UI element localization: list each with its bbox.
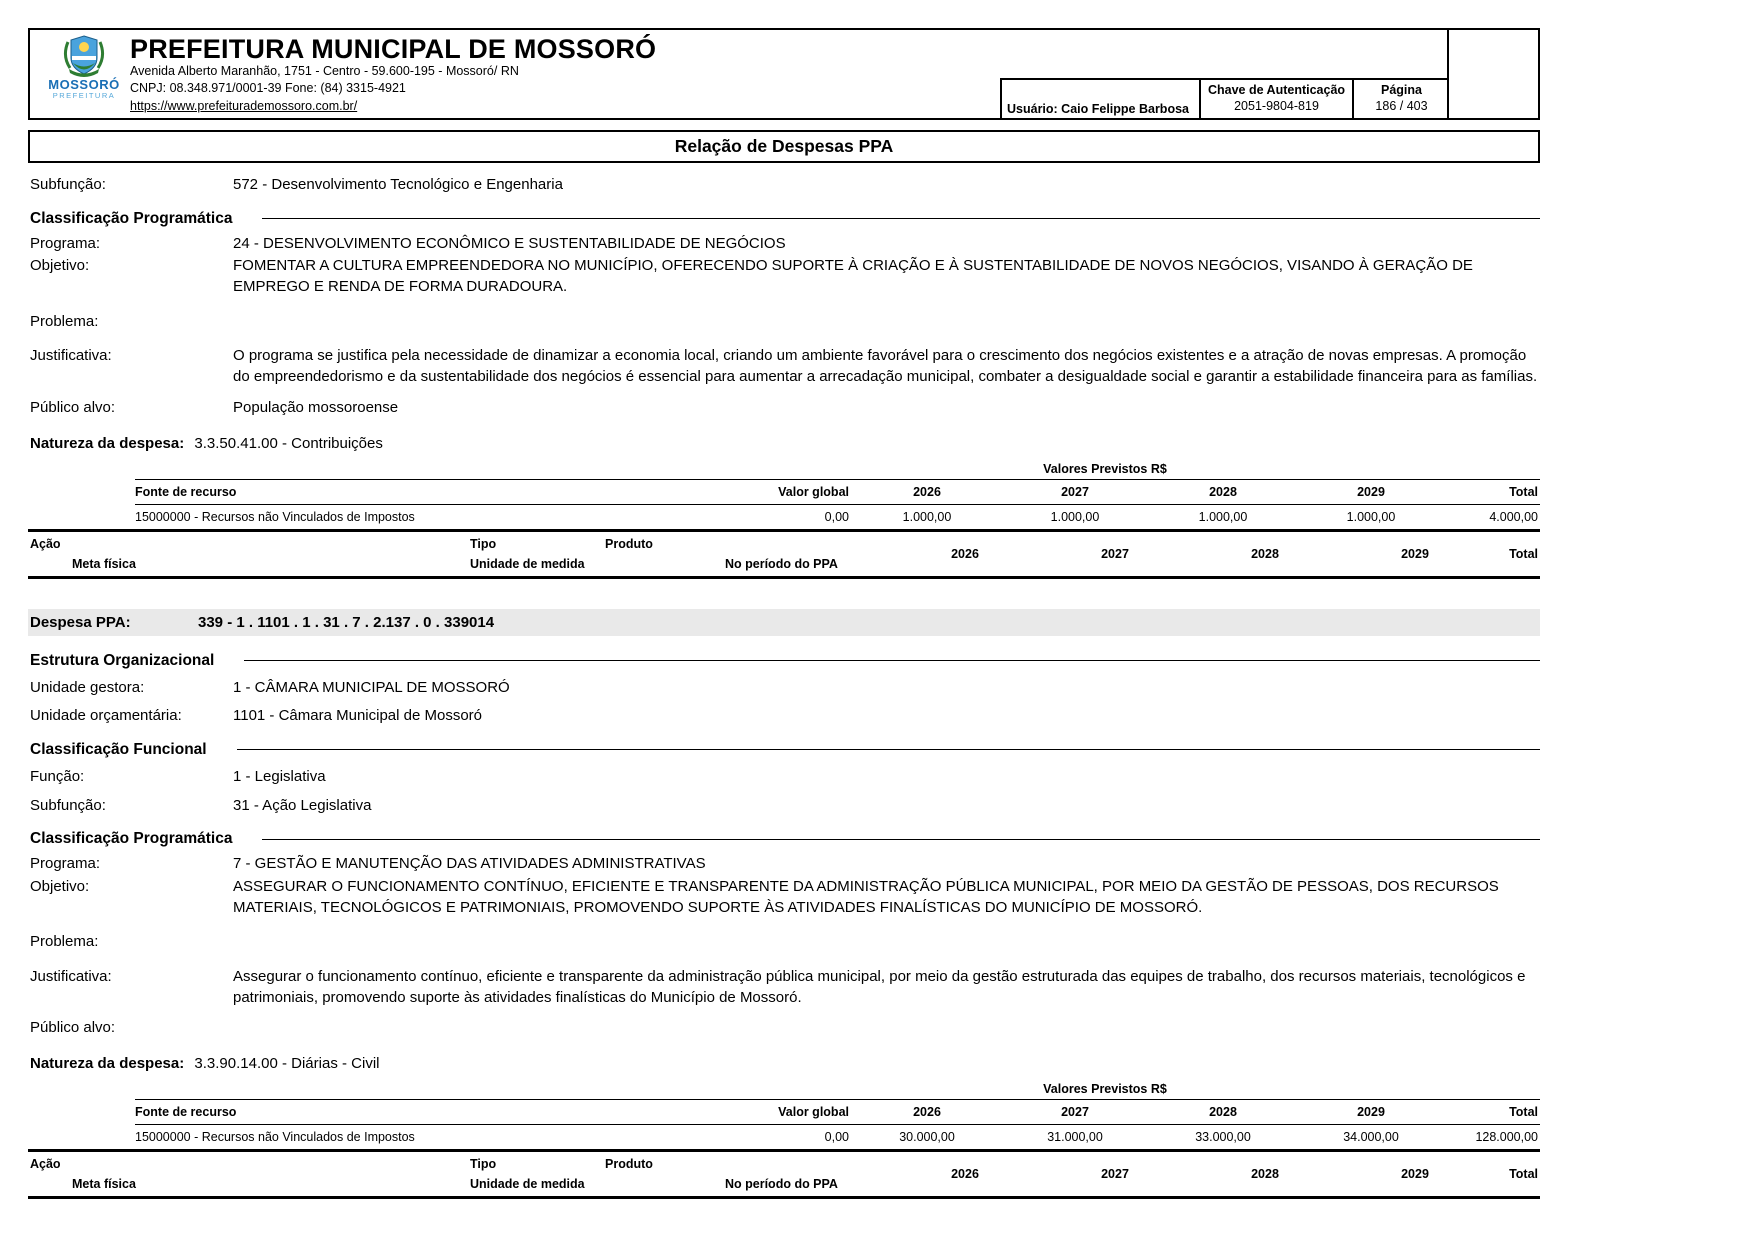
field-value: O programa se justifica pela necessidade de dinamizar a economia local, criando um ambiente favorável para o crescimento dos negócios existentes e a atração de novas empresas. A promoção do empreendedorismo e da sustentabilidade dos negócios é essencial para aumentar a arrecadação municipal, combater a desigualdade social e garantir a estabilidade financeira para as famílias. [233,347,1538,386]
section-heading-estrutura-organizacional [28,652,1540,670]
despesa-ppa-code: 339 - 1 . 1101 . 1 . 31 . 7 . 2.137 . 0 . 339014 [198,613,495,631]
field-value: 1101 - Câmara Municipal de Mossoró [233,707,483,725]
acao-year-header: 2027 [1101,1167,1129,1182]
cell-2028: 1.000,00 [1198,509,1248,524]
table-row [135,505,1540,529]
field-funcao [28,767,1540,788]
col-valor-global-header: Valor global [778,1105,849,1120]
field-label: Justificativa: [30,347,112,365]
tipo-label: Tipo [470,536,497,551]
field-label: Público alvo: [30,1019,116,1037]
cell-valor-global: 0,00 [824,509,849,524]
section-heading-text: Classificação Programática [30,830,233,848]
logo-city-name: MOSSORÓ [48,77,120,92]
cell-2027: 31.000,00 [1047,1130,1103,1145]
no-periodo-label: No período do PPA [725,1177,838,1192]
page-cell [1352,80,1449,118]
despesa-ppa-bar [28,609,1540,636]
natureza-despesa-2 [28,1055,1540,1072]
field-label: Objetivo: [30,257,90,275]
auth-key-label: Chave de Autenticação [1207,83,1346,97]
acao-header-block-2 [28,1149,1540,1199]
col-year-header: 2026 [913,1105,941,1120]
cell-total: 4.000,00 [1489,509,1538,524]
col-valor-global-header: Valor global [778,484,849,499]
field-objetivo-2 [28,877,1540,918]
field-justificativa-2 [28,967,1540,1008]
section-heading-text: Classificação Funcional [30,740,207,758]
acao-year-header: 2027 [1101,546,1129,561]
col-total-header: Total [1509,484,1538,499]
fonte-recurso-table-2 [135,1099,1540,1149]
field-label: Problema: [30,933,99,951]
acao-year-header: 2029 [1401,546,1429,561]
table-header-row [135,1100,1540,1125]
cell-2029: 34.000,00 [1343,1130,1399,1145]
section-heading-classificacao-programatica [28,210,1540,228]
tipo-label: Tipo [470,1157,497,1172]
table-header-row [135,480,1540,505]
cell-2029: 1.000,00 [1346,509,1396,524]
natureza-label: Natureza da despesa: [30,1055,185,1073]
acao-header-block-1 [28,529,1540,579]
field-value: ASSEGURAR O FUNCIONAMENTO CONTÍNUO, EFICIENTE E TRANSPARENTE DA ADMINISTRAÇÃO PÚBLICA MUNICIPAL, POR MEIO DA GESTÃO DE PESSOAS, DOS RECURSOS MATERIAIS, TECNOLÓGICOS E PATRIMONIAIS, PROMOVENDO SUPORTE ÀS ATIVIDADES FINALÍSTICAS DO MUNICÍPIO DE MOSSORÓ. [233,877,1499,916]
field-objetivo [28,256,1540,297]
table-row [135,1125,1540,1149]
field-value: FOMENTAR A CULTURA EMPREENDEDORA NO MUNICÍPIO, OFERECENDO SUPORTE À CRIAÇÃO E À SUSTENTABILIDADE DE NOVOS NEGÓCIOS, VISANDO À GERAÇÃO DE EMPREGO E RENDA DE FORMA DURADOURA. [233,257,1473,296]
section-rule [262,839,1540,840]
col-year-header: 2026 [913,484,941,499]
field-label: Subfunção: [30,176,106,193]
field-value: 24 - DESENVOLVIMENTO ECONÔMICO E SUSTENTABILIDADE DE NEGÓCIOS [233,234,786,252]
field-unidade-orcamentaria [28,706,1540,727]
despesa-ppa-label: Despesa PPA: [30,613,131,631]
field-value: 572 - Desenvolvimento Tecnológico e Engenharia [233,176,563,193]
acao-label: Ação [30,536,61,551]
acao-year-header: 2026 [951,546,979,561]
section-heading-text: Estrutura Organizacional [30,651,215,669]
header-org-info [130,35,656,115]
section-heading-classificacao-programatica-2 [28,830,1540,848]
field-label: Objetivo: [30,877,90,895]
cell-valor-global: 0,00 [824,1130,849,1145]
auth-key-value: 2051-9804-819 [1234,99,1319,114]
meta-fisica-label: Meta física [72,556,136,571]
org-cnpj-phone: CNPJ: 08.348.971/0001-39 Fone: (84) 3315-4921 [130,81,406,96]
field-label: Subfunção: [30,796,106,814]
natureza-value: 3.3.50.41.00 - Contribuições [194,434,383,452]
page-label: Página [1381,83,1422,97]
field-label: Problema: [30,312,99,330]
produto-label: Produto [605,1157,653,1172]
acao-label: Ação [30,1157,61,1172]
auth-key-cell [1199,80,1352,118]
natureza-label: Natureza da despesa: [30,434,185,452]
field-justificativa [28,346,1540,387]
field-label: Função: [30,767,85,785]
valores-previstos-label: Valores Previstos R$ [1043,1082,1167,1097]
col-year-header: 2028 [1209,1105,1237,1120]
meta-fisica-label: Meta física [72,1177,136,1192]
field-problema-2 [28,932,1540,953]
field-label: Público alvo: [30,398,116,416]
cell-2026: 30.000,00 [899,1130,955,1145]
field-label: Programa: [30,234,101,252]
org-name: PREFEITURA MUNICIPAL DE MOSSORÓ [130,34,657,64]
field-value: 7 - GESTÃO E MANUTENÇÃO DAS ATIVIDADES ADMINISTRATIVAS [233,855,706,873]
col-fonte-header: Fonte de recurso [135,484,237,499]
field-value: 1 - Legislativa [233,767,326,785]
field-publico-alvo [28,398,1540,419]
section-rule [262,218,1540,219]
cell-2028: 33.000,00 [1195,1130,1251,1145]
field-label: Unidade orçamentária: [30,707,182,725]
col-year-header: 2027 [1061,484,1089,499]
col-total-header: Total [1509,1105,1538,1120]
logo-subtitle: PREFEITURA [52,91,116,100]
fonte-recurso-table-1 [135,479,1540,529]
field-value: Assegurar o funcionamento contínuo, eficiente e transparente da administração pública municipal, por meio da gestão estruturada das equipes de trabalho, dos recursos materiais, tecnológicos e patrimoniais, promovendo suporte às atividades finalísticas do Município de Mossoró. [233,968,1526,1006]
field-label: Programa: [30,855,101,873]
field-subfuncao [28,175,1540,196]
prefeitura-logo [40,34,128,102]
acao-total-header: Total [1509,546,1538,561]
field-label: Justificativa: [30,968,112,985]
field-label: Unidade gestora: [30,678,145,696]
col-year-header: 2027 [1061,1105,1089,1120]
cell-2027: 1.000,00 [1050,509,1100,524]
header-empty-cell [1447,30,1538,118]
acao-year-header: 2029 [1401,1167,1429,1182]
section-heading-classificacao-funcional [28,741,1540,759]
valores-previstos-label: Valores Previstos R$ [1043,461,1167,476]
section-heading-text: Classificação Programática [30,209,233,227]
report-title: Relação de Despesas PPA [28,130,1540,163]
field-unidade-gestora [28,678,1540,699]
field-value: População mossoroense [233,398,399,416]
cell-fonte: 15000000 - Recursos não Vinculados de Impostos [135,509,415,524]
field-programa [28,234,1540,255]
unidade-medida-label: Unidade de medida [470,1177,585,1192]
org-address: Avenida Alberto Maranhão, 1751 - Centro - 59.600-195 - Mossoró/ RN [130,64,519,79]
unidade-medida-label: Unidade de medida [470,556,585,571]
org-website-link[interactable]: https://www.prefeiturademossoro.com.br/ [130,99,358,114]
section-rule [237,749,1540,750]
field-subfuncao-2 [28,796,1540,817]
no-periodo-label: No período do PPA [725,556,838,571]
header-meta-table [1000,78,1449,118]
field-publico-alvo-2 [28,1018,1540,1039]
cell-fonte: 15000000 - Recursos não Vinculados de Impostos [135,1130,415,1145]
col-year-header: 2029 [1357,1105,1385,1120]
acao-year-header: 2028 [1251,1167,1279,1182]
acao-year-header: 2028 [1251,546,1279,561]
field-programa-2 [28,854,1540,875]
col-year-header: 2029 [1357,484,1385,499]
city-crest-icon [40,34,128,78]
acao-year-header: 2026 [951,1167,979,1182]
acao-total-header: Total [1509,1167,1538,1182]
col-year-header: 2028 [1209,484,1237,499]
field-value: 31 - Ação Legislativa [233,796,372,814]
document-header [28,28,1540,120]
section-rule [244,660,1540,661]
user-label: Usuário: Caio Felippe Barbosa [1007,102,1189,116]
cell-total: 128.000,00 [1475,1130,1538,1145]
produto-label: Produto [605,536,653,551]
field-value: 1 - CÂMARA MUNICIPAL DE MOSSORÓ [233,678,510,696]
field-problema [28,312,1540,333]
col-fonte-header: Fonte de recurso [135,1105,237,1120]
natureza-value: 3.3.90.14.00 - Diárias - Civil [194,1055,380,1073]
natureza-despesa-1 [28,435,1540,452]
page-number: 186 / 403 [1375,99,1428,114]
cell-2026: 1.000,00 [902,509,952,524]
